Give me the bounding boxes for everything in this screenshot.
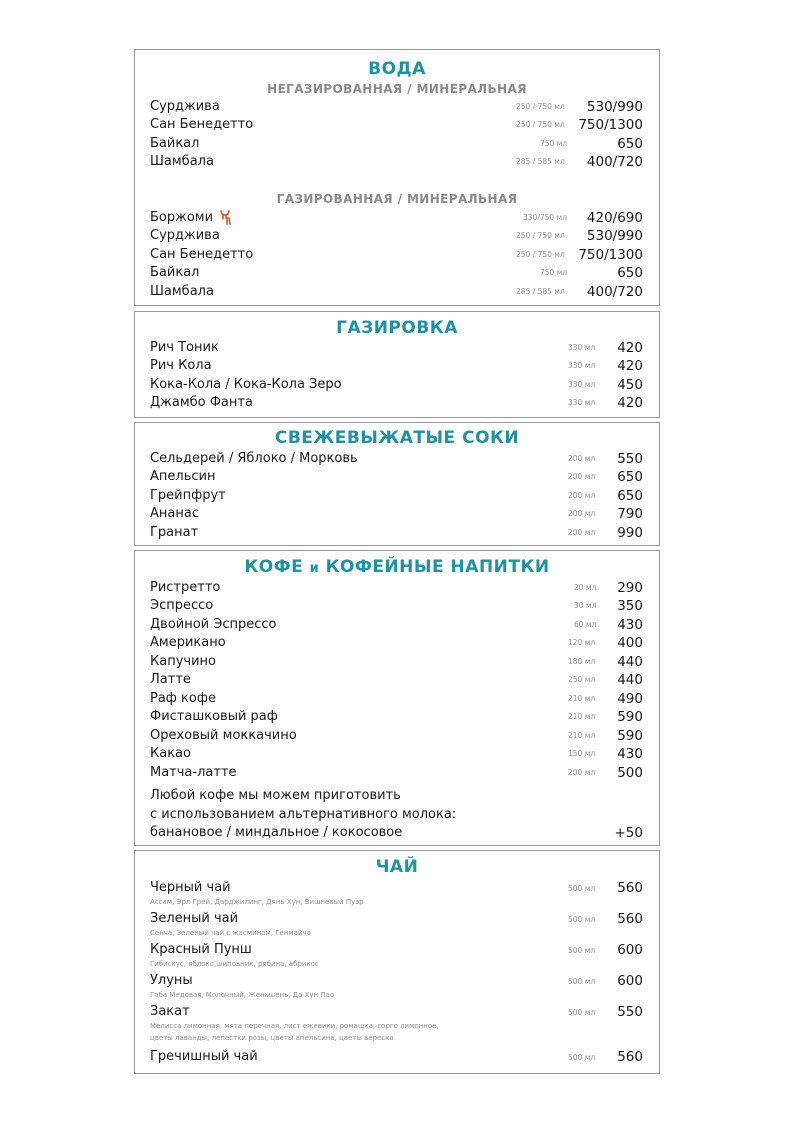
item-volume: 60 мл [574, 620, 597, 629]
item-name: Красный Пунш [150, 942, 252, 957]
section-title [135, 557, 659, 579]
item-volume: 200 мл [568, 509, 596, 518]
milk-note-line: с использованием альтернативного молока: [150, 807, 457, 822]
item-volume: 210 мл [568, 712, 596, 721]
item-price: 440 [617, 672, 643, 688]
item-name: Фисташковый раф [150, 709, 278, 724]
item-volume: 250 / 750 мл [516, 120, 565, 129]
item-price: 600 [617, 942, 643, 958]
item-description: Мелисса лимонная, мята перечная, лист ежевики, ромашка, сорго лимонное, [150, 1022, 439, 1030]
item-volume: 150 мл [568, 749, 596, 758]
section-title: ВОДА [368, 59, 426, 79]
item-volume: 200 мл [568, 454, 596, 463]
juices-section [134, 422, 660, 546]
item-price: 750/1300 [578, 247, 643, 263]
item-name: Ореховый моккачино [150, 728, 297, 743]
item-name: Джамбо Фанта [150, 395, 253, 410]
soda-section [134, 311, 660, 418]
item-price: 440 [617, 654, 643, 670]
item-price: 550 [617, 451, 643, 467]
item-price: 430 [617, 746, 643, 762]
item-price: 450 [617, 377, 643, 393]
item-volume: 500 мл [568, 1053, 596, 1062]
item-name: Сельдерей / Яблоко / Морковь [150, 451, 358, 466]
item-name: Боржоми [150, 210, 214, 225]
item-price: 530/990 [586, 228, 643, 244]
item-volume: 20 мл [574, 583, 597, 592]
item-description: Сенча, Зеленый чай с жасмином, Генмайча [150, 929, 311, 937]
item-price: 400/720 [586, 154, 643, 170]
item-price: 420 [617, 358, 643, 374]
item-price: 650 [617, 488, 643, 504]
item-volume: 200 мл [568, 491, 596, 500]
item-price: 290 [617, 580, 643, 596]
item-price: 600 [617, 973, 643, 989]
coffee-section [134, 550, 660, 846]
item-price: 400 [617, 635, 643, 651]
item-name: Латте [150, 672, 191, 687]
item-volume: 30 мл [574, 601, 597, 610]
item-price: 650 [617, 265, 643, 281]
item-name: Раф кофе [150, 691, 216, 706]
item-price: 420/690 [586, 210, 643, 226]
item-name: Грейпфрут [150, 488, 226, 503]
item-description: Габа Медовая, Молочный, Женьшень, Да Хун Пао [150, 991, 335, 999]
item-description: цветы лаванды, лепестки розы, цветы апельсина, цветы вереска [150, 1034, 394, 1042]
item-volume: 120 мл [568, 638, 596, 647]
item-volume: 180 мл [568, 657, 596, 666]
item-name: Сан Бенедетто [150, 117, 254, 132]
item-description: Ассам, Эрл Грей, Дарджилинг, Дянь Хун, Вишневый Пуэр [150, 898, 364, 906]
section-title: ГАЗИРОВКА [336, 318, 458, 338]
item-price: 790 [617, 506, 643, 522]
deer-icon [218, 210, 232, 226]
item-price: 650 [617, 469, 643, 485]
item-volume: 210 мл [568, 694, 596, 703]
item-price: 400/720 [586, 284, 643, 300]
sparkling-subtitle: ГАЗИРОВАННАЯ / МИНЕРАЛЬНАЯ [276, 192, 518, 206]
item-name: Гранат [150, 525, 199, 540]
item-name: Ристретто [150, 580, 221, 595]
item-name: Сан Бенедетто [150, 247, 254, 262]
item-volume: 200 мл [568, 528, 596, 537]
item-price: 350 [617, 598, 643, 614]
item-price: 990 [617, 525, 643, 541]
item-volume: 250 / 750 мл [516, 231, 565, 240]
item-price: 590 [617, 728, 643, 744]
milk-note-price: +50 [614, 825, 643, 841]
item-volume: 330 мл [568, 380, 596, 389]
item-name: Ананас [150, 506, 199, 521]
item-name: Зеленый чай [150, 911, 239, 926]
item-name: Американо [150, 635, 226, 650]
item-volume: 330 мл [568, 343, 596, 352]
item-volume: 250 / 750 мл [516, 250, 565, 259]
item-price: 420 [617, 395, 643, 411]
item-name: Какао [150, 746, 191, 761]
item-price: 560 [617, 880, 643, 896]
item-price: 550 [617, 1004, 643, 1020]
item-volume: 750 мл [540, 268, 568, 277]
item-name: Эспрессо [150, 598, 214, 613]
item-volume: 250 / 750 мл [516, 102, 565, 111]
item-volume: 750 мл [540, 139, 568, 148]
item-volume: 210 мл [568, 731, 596, 740]
item-volume: 330 мл [568, 361, 596, 370]
item-price: 420 [617, 340, 643, 356]
item-volume: 250 мл [568, 675, 596, 684]
item-price: 430 [617, 617, 643, 633]
item-name: Байкал [150, 136, 200, 151]
item-name: Шамбала [150, 154, 214, 169]
item-volume: 500 мл [568, 884, 596, 893]
milk-note-line: банановое / миндальное / кокосовое [150, 825, 403, 840]
item-name: Капучино [150, 654, 216, 669]
section-title: ЧАЙ [375, 857, 419, 877]
item-price: 530/990 [586, 99, 643, 115]
item-volume: 200 мл [568, 472, 596, 481]
coffee-title-conj: и [309, 561, 320, 576]
tea-section [134, 850, 660, 1074]
item-price: 560 [617, 1049, 643, 1065]
item-volume: 285 / 585 мл [516, 157, 565, 166]
item-name: Закат [150, 1004, 190, 1019]
item-volume: 200 мл [568, 768, 596, 777]
item-name: Сурджива [150, 99, 220, 114]
item-name: Улуны [150, 973, 193, 988]
coffee-title-rest: КОФЕЙНЫЕ НАПИТКИ [325, 557, 550, 577]
item-name: Рич Тоник [150, 340, 219, 355]
item-name: Гречишный чай [150, 1049, 258, 1064]
item-volume: 330/750 мл [523, 213, 567, 222]
item-name: Матча-латте [150, 765, 237, 780]
item-price: 650 [617, 136, 643, 152]
section-title: СВЕЖЕВЫЖАТЫЕ СОКИ [274, 428, 520, 448]
item-price: 500 [617, 765, 643, 781]
item-name: Черный чай [150, 880, 231, 895]
item-volume: 500 мл [568, 1008, 596, 1017]
item-volume: 500 мл [568, 946, 596, 955]
item-price: 750/1300 [578, 117, 643, 133]
item-volume: 500 мл [568, 977, 596, 986]
item-price: 560 [617, 911, 643, 927]
item-name: Байкал [150, 265, 200, 280]
milk-note-line: Любой кофе мы можем приготовить [150, 788, 401, 803]
item-name: Шамбала [150, 284, 214, 299]
item-name: Кока-Кола / Кока-Кола Зеро [150, 377, 342, 392]
water-section [134, 49, 660, 306]
item-volume: 500 мл [568, 915, 596, 924]
item-name: Сурджива [150, 228, 220, 243]
item-price: 590 [617, 709, 643, 725]
item-volume: 285 / 585 мл [516, 287, 565, 296]
item-description: Гибискус, яблоко,шиповник, рябина, абрикос [150, 960, 319, 968]
item-name: Двойной Эспрессо [150, 617, 277, 632]
item-price: 490 [617, 691, 643, 707]
item-name: Апельсин [150, 469, 216, 484]
coffee-title-main: КОФЕ [244, 557, 304, 577]
item-volume: 330 мл [568, 398, 596, 407]
still-subtitle: НЕГАЗИРОВАННАЯ / МИНЕРАЛЬНАЯ [267, 82, 527, 96]
item-name: Рич Кола [150, 358, 212, 373]
